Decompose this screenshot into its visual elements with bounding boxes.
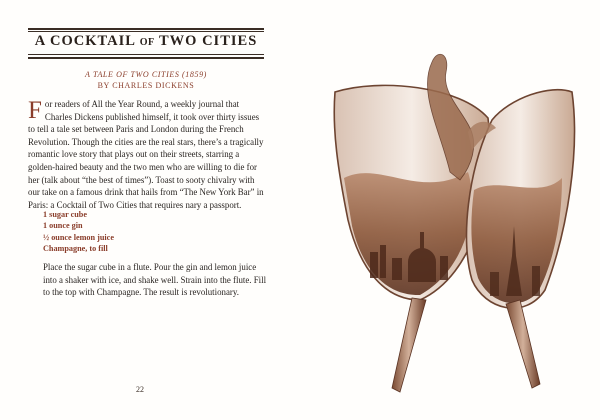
right-page: [300, 0, 600, 420]
ingredient-item: 1 sugar cube: [43, 210, 87, 219]
title-rule-bottom: [28, 57, 264, 59]
title-of: OF: [139, 37, 155, 48]
drop-cap: F: [28, 97, 42, 124]
title-rule-bottom-thin: [28, 54, 264, 55]
title-suffix: TWO CITIES: [159, 33, 258, 49]
author-line: BY CHARLES DICKENS: [97, 81, 195, 90]
ingredient-list: [43, 209, 114, 255]
intro-text: or readers of All the Year Round, a weekly journal that Charles Dickens published himself, it took over thirty issues to tell a tale set between Paris and London during the French Revolution. Though the cities are the real stars, there’s a tragically romantic love story that plays out on their streets, starring a golden-haired beauty and the two men who are willing to die for her (talk about “the best of times”). Toast to sooty chivalry with our take on a famous drink that hails from “The New York Bar” in Paris: a Cocktail of Two Cities that requires nary a passport.: [28, 99, 264, 210]
title-rule-top-thin: [28, 31, 264, 32]
ingredient-item: 1 ounce gin: [43, 221, 83, 231]
ingredient-item: Champagne, to fill: [43, 244, 108, 254]
book-subtitle: A TALE OF TWO CITIES (1859): [85, 70, 207, 79]
ingredient-item: ½ ounce lemon juice: [43, 232, 114, 242]
title-prefix: A COCKTAIL: [34, 33, 136, 49]
page-number: 22: [136, 385, 144, 394]
method-paragraph: Place the sugar cube in a flute. Pour the gin and lemon juice into a shaker with ice, and shake well. Strain into the flute. Fill to the top with Champagne. The result is revolutionary.: [43, 262, 267, 298]
title-rule-top: [28, 28, 264, 30]
page-title: [28, 33, 264, 50]
champagne-glasses-illustration: [300, 0, 600, 420]
intro-paragraph: [28, 98, 268, 211]
